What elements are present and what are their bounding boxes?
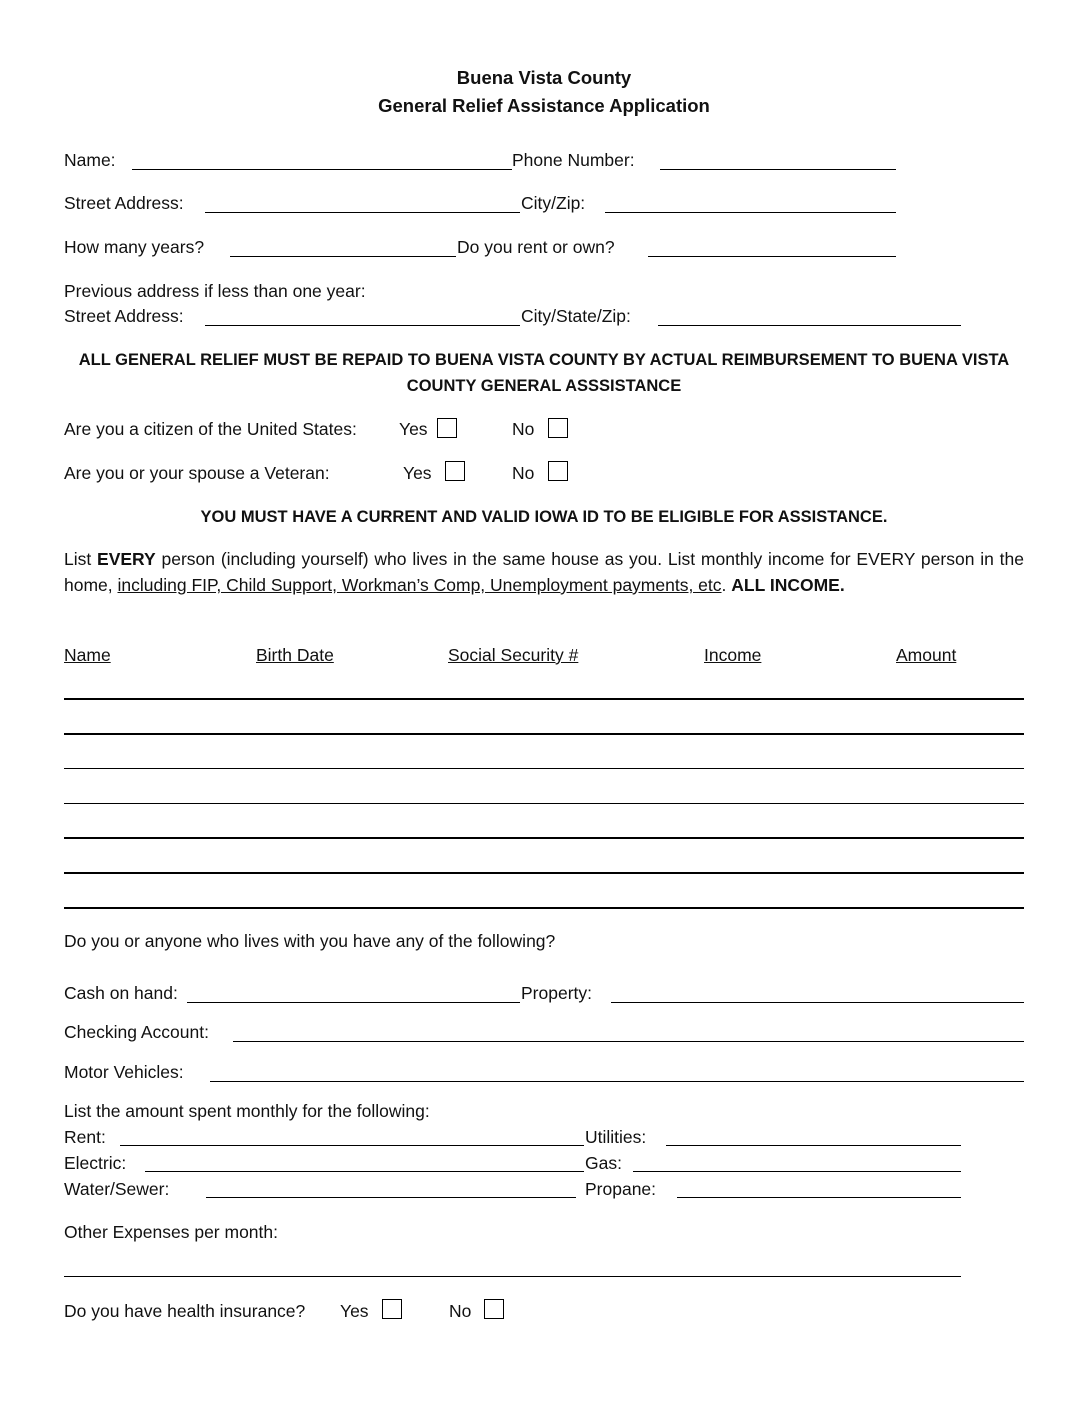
electric-label: Electric: (64, 1153, 127, 1173)
assets-question: Do you or anyone who lives with you have any of the following? (64, 931, 556, 951)
prev-street-input[interactable] (207, 306, 518, 326)
household-row-line[interactable] (64, 803, 1024, 804)
utilities-input[interactable] (668, 1126, 959, 1146)
column-header-ssn: Social Security # (448, 645, 579, 665)
other-expenses-input[interactable] (66, 1256, 959, 1276)
household-row-line[interactable] (64, 698, 1024, 700)
vehicles-input[interactable] (212, 1062, 1022, 1082)
citizen-question: Are you a citizen of the United States: (64, 419, 357, 439)
cash-label: Cash on hand: (64, 983, 178, 1003)
years-input[interactable] (232, 237, 454, 257)
citizen-no-label: No (512, 419, 535, 439)
street-input[interactable] (207, 193, 518, 213)
veteran-no-label: No (512, 463, 535, 483)
intro-text: List (64, 549, 98, 569)
intro-income-types: including FIP, Child Support, Workman’s Comp, Unemployment payments, etc (117, 575, 722, 595)
household-row-line[interactable] (64, 872, 1024, 874)
checking-label: Checking Account: (64, 1022, 209, 1042)
expenses-heading: List the amount spent monthly for the following: (64, 1101, 430, 1121)
intro-text-3: . (721, 575, 732, 595)
cash-input[interactable] (189, 983, 518, 1003)
citizen-yes-label: Yes (399, 419, 428, 439)
street-label: Street Address: (64, 193, 184, 213)
veteran-no-checkbox[interactable] (548, 461, 568, 481)
propane-input[interactable] (679, 1178, 959, 1198)
intro-every: EVERY (97, 549, 156, 569)
water-sewer-input[interactable] (208, 1178, 574, 1198)
gas-label: Gas: (585, 1153, 622, 1173)
phone-input[interactable] (662, 150, 894, 170)
rent-label: Rent: (64, 1127, 106, 1147)
column-header-income: Income (704, 645, 762, 665)
citizen-no-checkbox[interactable] (548, 418, 568, 438)
column-header-name: Name (64, 645, 111, 665)
household-row-line[interactable] (64, 907, 1024, 909)
veteran-yes-label: Yes (403, 463, 432, 483)
cityzip-input[interactable] (607, 193, 894, 213)
citizen-yes-checkbox[interactable] (437, 418, 457, 438)
county-title: Buena Vista County (456, 67, 632, 88)
name-input[interactable] (134, 150, 510, 170)
years-label: How many years? (64, 237, 205, 257)
utilities-label: Utilities: (585, 1127, 647, 1147)
rent-input[interactable] (122, 1126, 582, 1146)
electric-input[interactable] (147, 1152, 582, 1172)
rent-own-input[interactable] (650, 237, 894, 257)
vehicles-label: Motor Vehicles: (64, 1062, 184, 1082)
column-header-birth-date: Birth Date (256, 645, 334, 665)
prev-citystatezip-input[interactable] (660, 306, 959, 326)
property-input[interactable] (613, 983, 1022, 1003)
insurance-no-checkbox[interactable] (484, 1299, 504, 1319)
other-expenses-line (64, 1276, 961, 1277)
iowa-id-notice: YOU MUST HAVE A CURRENT AND VALID IOWA ID TO BE ELIGIBLE FOR ASSISTANCE. (200, 508, 888, 526)
insurance-no-label: No (449, 1301, 472, 1321)
intro-all-income: ALL INCOME. (731, 575, 845, 595)
repay-notice: ALL GENERAL RELIEF MUST BE REPAID TO BUENA VISTA COUNTY BY ACTUAL REIMBURSEMENT TO BUENA VISTA COUNTY GENERAL ASSSISTANCE (78, 351, 1010, 395)
insurance-yes-label: Yes (340, 1301, 369, 1321)
household-row-line[interactable] (64, 733, 1024, 735)
household-row-line[interactable] (64, 837, 1024, 839)
gas-input[interactable] (635, 1152, 959, 1172)
cityzip-label: City/Zip: (521, 193, 586, 213)
previous-address-label: Previous address if less than one year: (64, 281, 366, 301)
other-expenses-label: Other Expenses per month: (64, 1222, 278, 1242)
column-header-amount: Amount (896, 645, 957, 665)
prev-street-label: Street Address: (64, 306, 184, 326)
name-label: Name: (64, 150, 116, 170)
property-label: Property: (521, 983, 592, 1003)
prev-citystatezip-label: City/State/Zip: (521, 306, 631, 326)
form-title: General Relief Assistance Application (378, 95, 710, 116)
water-sewer-label: Water/Sewer: (64, 1179, 170, 1199)
phone-label: Phone Number: (512, 150, 635, 170)
household-row-line[interactable] (64, 768, 1024, 769)
intro-text-2: person (including yourself) who lives in the same house as you. List monthly income for EVERY person in the home, (64, 549, 1024, 595)
checking-input[interactable] (235, 1022, 1022, 1042)
household-instructions (64, 546, 1024, 598)
veteran-yes-checkbox[interactable] (445, 461, 465, 481)
insurance-yes-checkbox[interactable] (382, 1299, 402, 1319)
veteran-question: Are you or your spouse a Veteran: (64, 463, 330, 483)
propane-label: Propane: (585, 1179, 657, 1199)
insurance-question: Do you have health insurance? (64, 1301, 306, 1321)
rent-own-label: Do you rent or own? (457, 237, 615, 257)
